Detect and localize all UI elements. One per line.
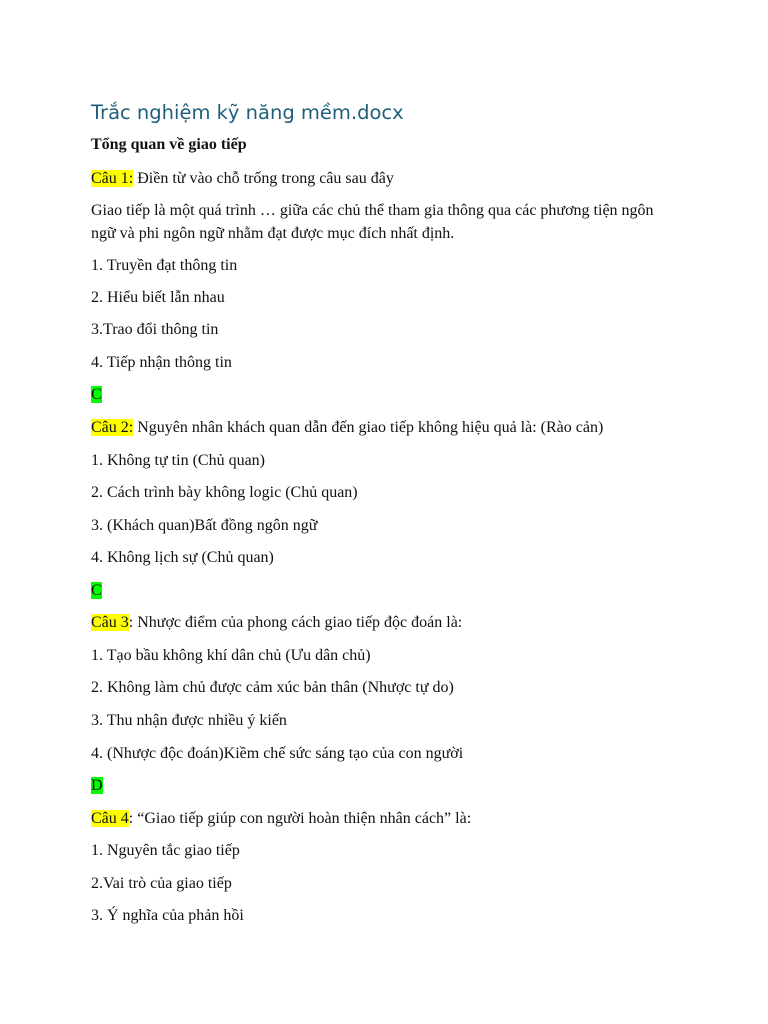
question-3-option-2: 2. Không làm chủ được cảm xúc bản thân (Nhược tự do) [91, 679, 454, 696]
question-1-option-3: 3.Trao đổi thông tin [91, 321, 219, 338]
question-4-text: : “Giao tiếp giúp con người hoàn thiện nhân cách” là: [128, 810, 472, 827]
question-1-answer [91, 385, 102, 405]
question-2-option-1: 1. Không tự tin (Chủ quan) [91, 452, 265, 469]
question-1-option-4: 4. Tiếp nhận thông tin [91, 354, 232, 371]
question-1-label: Câu 1: [91, 170, 134, 187]
question-1-option-1: 1. Truyền đạt thông tin [91, 257, 238, 274]
question-3-label: Câu 3 [91, 614, 129, 631]
question-1-option-2: 2. Hiểu biết lẫn nhau [91, 289, 225, 306]
question-4-option-1: 1. Nguyên tắc giao tiếp [91, 842, 240, 859]
question-3-text: : Nhược điểm của phong cách giao tiếp độc đoán là: [128, 614, 463, 631]
question-2-answer-value: C [91, 582, 102, 599]
question-2 [91, 418, 603, 438]
document-title: Trắc nghiệm kỹ năng mềm.docx [91, 101, 404, 124]
question-3-option-1: 1. Tạo bầu không khí dân chủ (Ưu dân chủ) [91, 647, 371, 664]
question-2-option-4: 4. Không lịch sự (Chủ quan) [91, 549, 274, 566]
question-2-text: Nguyên nhân khách quan dẫn đến giao tiếp không hiệu quả là: (Rào cản) [133, 419, 604, 436]
question-4-option-3: 3. Ý nghĩa của phản hồi [91, 907, 244, 924]
question-3 [91, 613, 462, 633]
question-3-option-3: 3. Thu nhận được nhiều ý kiến [91, 712, 287, 729]
question-1 [91, 169, 394, 189]
question-3-answer [91, 776, 103, 796]
question-4-label: Câu 4 [91, 810, 129, 827]
question-2-answer [91, 581, 102, 601]
question-4 [91, 809, 471, 829]
question-1-text: Điền từ vào chỗ trống trong câu sau đây [133, 170, 394, 187]
question-1-answer-value: C [91, 386, 102, 403]
question-1-passage: Giao tiếp là một quá trình … giữa các chủ thể tham gia thông qua các phương tiện ngôn ngữ và phi ngôn ngữ nhằm đạt được mục đích nhất định. [91, 202, 654, 242]
question-4-option-2: 2.Vai trò của giao tiếp [91, 875, 232, 892]
question-3-answer-value: D [91, 777, 103, 794]
question-3-option-4: 4. (Nhược độc đoán)Kiềm chế sức sáng tạo của con người [91, 745, 464, 762]
question-2-option-3: 3. (Khách quan)Bất đồng ngôn ngữ [91, 517, 318, 534]
question-2-label: Câu 2: [91, 419, 134, 436]
section-title: Tổng quan về giao tiếp [91, 136, 247, 153]
question-2-option-2: 2. Cách trình bày không logic (Chủ quan) [91, 484, 358, 501]
